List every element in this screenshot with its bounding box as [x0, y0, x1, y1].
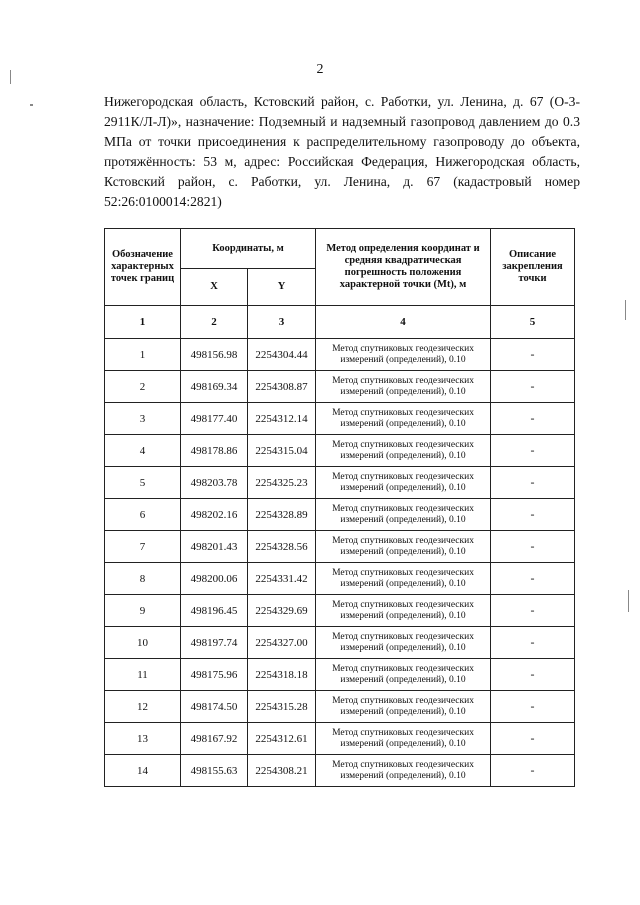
cell-method: Метод спутниковых геодезических измерений (определений), 0.10 [316, 595, 491, 627]
cell-y: 2254312.14 [248, 403, 316, 435]
cell-point: 7 [105, 531, 181, 563]
cell-x: 498175.96 [181, 659, 248, 691]
table-row [105, 371, 575, 403]
cell-point: 5 [105, 467, 181, 499]
cell-x: 498202.16 [181, 499, 248, 531]
column-number: 1 [105, 306, 181, 339]
cell-y: 2254308.21 [248, 755, 316, 787]
table-row [105, 435, 575, 467]
column-number-row [105, 306, 575, 339]
cell-y: 2254325.23 [248, 467, 316, 499]
cell-description: - [491, 595, 575, 627]
header-y: Y [248, 269, 316, 306]
cell-point: 4 [105, 435, 181, 467]
scan-speck [625, 300, 626, 320]
cell-x: 498200.06 [181, 563, 248, 595]
cell-method: Метод спутниковых геодезических измерений (определений), 0.10 [316, 371, 491, 403]
cell-point: 10 [105, 627, 181, 659]
cell-y: 2254304.44 [248, 339, 316, 371]
cell-point: 13 [105, 723, 181, 755]
cell-description: - [491, 659, 575, 691]
cell-method: Метод спутниковых геодезических измерений (определений), 0.10 [316, 435, 491, 467]
column-number: 2 [181, 306, 248, 339]
cell-point: 8 [105, 563, 181, 595]
header-x: X [181, 269, 248, 306]
cell-point: 11 [105, 659, 181, 691]
cell-description: - [491, 435, 575, 467]
cell-y: 2254312.61 [248, 723, 316, 755]
cell-x: 498203.78 [181, 467, 248, 499]
cell-y: 2254331.42 [248, 563, 316, 595]
cell-point: 2 [105, 371, 181, 403]
coordinates-table [104, 228, 575, 787]
cell-description: - [491, 499, 575, 531]
cell-x: 498196.45 [181, 595, 248, 627]
column-number: 3 [248, 306, 316, 339]
table-row [105, 403, 575, 435]
table-row [105, 563, 575, 595]
cell-y: 2254327.00 [248, 627, 316, 659]
cell-description: - [491, 467, 575, 499]
cell-point: 14 [105, 755, 181, 787]
header-point-designation: Обозначение характерных точек границ [105, 229, 181, 306]
cell-description: - [491, 563, 575, 595]
page-number: 2 [316, 62, 324, 77]
table-row [105, 595, 575, 627]
cell-method: Метод спутниковых геодезических измерений (определений), 0.10 [316, 723, 491, 755]
cell-point: 12 [105, 691, 181, 723]
cell-description: - [491, 755, 575, 787]
cell-x: 498174.50 [181, 691, 248, 723]
cell-description: - [491, 723, 575, 755]
table-row [105, 467, 575, 499]
cell-y: 2254315.04 [248, 435, 316, 467]
cell-method: Метод спутниковых геодезических измерений (определений), 0.10 [316, 627, 491, 659]
cell-method: Метод спутниковых геодезических измерений (определений), 0.10 [316, 499, 491, 531]
cell-method: Метод спутниковых геодезических измерений (определений), 0.10 [316, 691, 491, 723]
cell-x: 498201.43 [181, 531, 248, 563]
cell-method: Метод спутниковых геодезических измерений (определений), 0.10 [316, 339, 491, 371]
intro-paragraph: Нижегородская область, Кстовский район, с. Работки, ул. Ленина, д. 67 (О-3-2911К/Л-Л)», назначение: Подземный и надземный газопровод давлением до 0.3 МПа от точки присоединения к распределительному газопроводу до объекта, протяжённость: 53 м, адрес: Российская Федерация, Нижегородская область, Кстовский район, с. Работки, ул. Ленина, д. 67 (кадастровый номер 52:26:0100014:2821) [104, 94, 580, 209]
cell-x: 498156.98 [181, 339, 248, 371]
cell-x: 498178.86 [181, 435, 248, 467]
cell-method: Метод спутниковых геодезических измерений (определений), 0.10 [316, 659, 491, 691]
cell-point: 6 [105, 499, 181, 531]
cell-point: 9 [105, 595, 181, 627]
table-row [105, 531, 575, 563]
cell-y: 2254329.69 [248, 595, 316, 627]
cell-x: 498169.34 [181, 371, 248, 403]
cell-method: Метод спутниковых геодезических измерений (определений), 0.10 [316, 755, 491, 787]
cell-y: 2254318.18 [248, 659, 316, 691]
cell-y: 2254308.87 [248, 371, 316, 403]
table-row [105, 627, 575, 659]
scan-speck [30, 104, 33, 106]
header-coordinates: Координаты, м [181, 229, 316, 269]
cell-method: Метод спутниковых геодезических измерений (определений), 0.10 [316, 563, 491, 595]
cell-x: 498177.40 [181, 403, 248, 435]
header-method: Метод определения координат и средняя квадратическая погрешность положения характерной точки (Mt), м [316, 229, 491, 306]
table-row [105, 659, 575, 691]
cell-point: 3 [105, 403, 181, 435]
cell-point: 1 [105, 339, 181, 371]
cell-method: Метод спутниковых геодезических измерений (определений), 0.10 [316, 531, 491, 563]
cell-x: 498197.74 [181, 627, 248, 659]
cell-method: Метод спутниковых геодезических измерений (определений), 0.10 [316, 467, 491, 499]
cell-description: - [491, 627, 575, 659]
cell-method: Метод спутниковых геодезических измерений (определений), 0.10 [316, 403, 491, 435]
column-number: 4 [316, 306, 491, 339]
cell-x: 498155.63 [181, 755, 248, 787]
cell-description: - [491, 691, 575, 723]
header-description: Описание закрепления точки [491, 229, 575, 306]
table-row [105, 723, 575, 755]
table-row [105, 691, 575, 723]
cell-description: - [491, 531, 575, 563]
table-row [105, 755, 575, 787]
cell-description: - [491, 403, 575, 435]
table-row [105, 339, 575, 371]
cell-description: - [491, 339, 575, 371]
cell-y: 2254315.28 [248, 691, 316, 723]
cell-y: 2254328.56 [248, 531, 316, 563]
scan-speck [628, 590, 629, 612]
cell-description: - [491, 371, 575, 403]
cell-x: 498167.92 [181, 723, 248, 755]
column-number: 5 [491, 306, 575, 339]
table-row [105, 499, 575, 531]
cell-y: 2254328.89 [248, 499, 316, 531]
